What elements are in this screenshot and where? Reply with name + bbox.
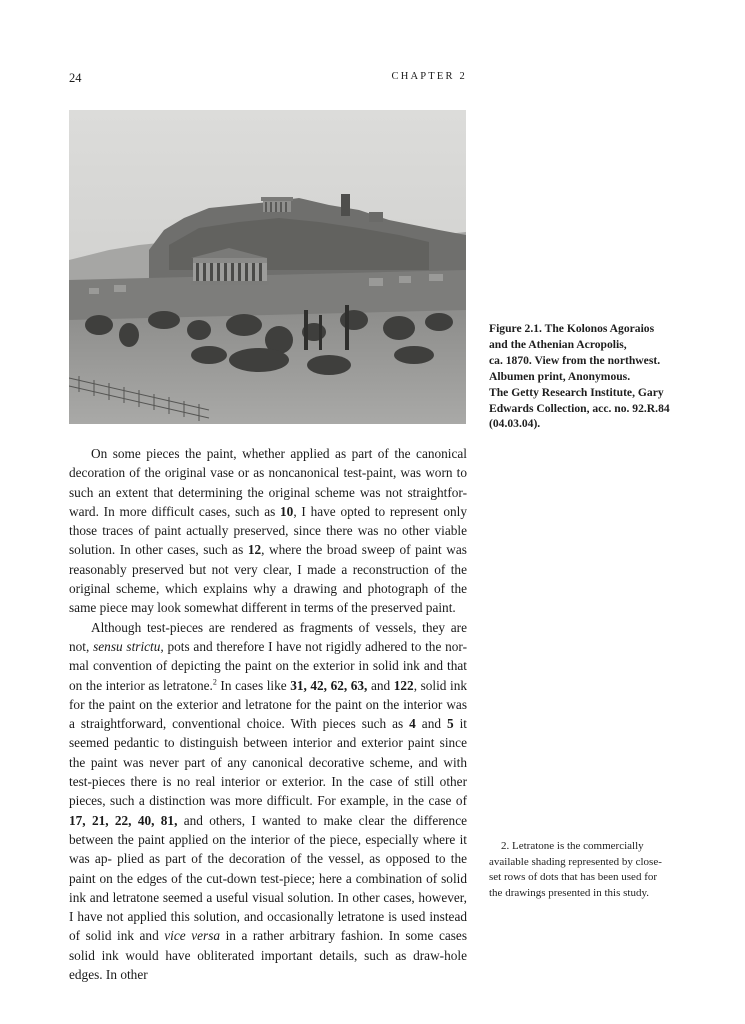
- text-run: in a rather arbitrary fashion. In some cases solid ink would have obliterated important details, such as draw-hole edges. In other: [69, 928, 468, 983]
- page-number: 24: [69, 71, 82, 85]
- piece-number: 31, 42, 62, 63,: [290, 677, 368, 693]
- footnote: [489, 839, 679, 901]
- text-run: On some pieces the paint, whether applied as part of the canonical decoration of the original vase or as noncanonical test-paint, was worn to such an extent that determining the original scheme was not straightfor- ward. In more difficult cases, such as: [69, 446, 467, 519]
- figure-caption: [489, 321, 684, 432]
- footnote-marker: 2: [212, 677, 217, 687]
- piece-number: 122: [393, 677, 414, 693]
- paragraph: [69, 444, 467, 618]
- piece-number: 10: [280, 503, 294, 519]
- body-text: [69, 444, 467, 984]
- piece-number: 17, 21, 22, 40, 81,: [69, 812, 178, 828]
- footnote-line: the drawings presented in this study.: [489, 886, 649, 899]
- text-run: Although test-pieces are rendered as fragments of vessels, they are not,: [69, 619, 467, 654]
- italic-term: sensu strictu,: [93, 638, 164, 654]
- footnote-line: available shading represented by close-: [489, 855, 662, 868]
- text-run: and: [415, 716, 447, 732]
- text-run: it seemed pedantic to distinguish between interior and exterior paint since the paint was never part of any canonical decorative scheme, and with test-pieces there is no real interior or exterior. In the case of still other pieces, such a distinction was more difficult. For example, in the case of: [69, 716, 468, 809]
- text-run: and others, I wanted to make clear the difference between the paint applied on the interior of the piece, especially where it was ap- plied as part of the decoration of the vessel, as opposed to the paint on the edges of the cut-down test-piece; here a combination of solid ink and letratone seemed a useful visual solution. In other cases, however, I have not applied this solution, and occasionally letratone is used instead of solid ink and: [69, 812, 467, 944]
- piece-number: 12: [247, 542, 262, 558]
- caption-line: ca. 1870. View from the northwest.: [489, 353, 661, 367]
- caption-line: (04.03.04).: [489, 417, 541, 431]
- caption-line: The Getty Research Institute, Gary: [489, 385, 664, 399]
- chapter-label: CHAPTER 2: [391, 71, 467, 82]
- italic-term: vice versa: [164, 928, 221, 944]
- footnote-line: 2. Letratone is the commercially: [501, 840, 644, 852]
- caption-line: and the Athenian Acropolis,: [489, 337, 627, 351]
- paragraph: [69, 618, 467, 985]
- piece-number: 5: [446, 716, 454, 732]
- text-run: , solid ink for the paint on the exterior and letratone for the paint on the interior was a straightforward, conventional choice. With pieces such as: [69, 677, 467, 732]
- running-head: [69, 71, 467, 87]
- text-run: , where the broad sweep of paint was reasonably preserved but not very clear, I made a reconstruction of the original scheme, which explains why a drawing and photograph of the same piece may look somewhat different in terms of the preserved paint.: [69, 542, 467, 616]
- figure-photograph: [69, 110, 466, 424]
- caption-line: Albumen print, Anonymous.: [489, 369, 631, 383]
- text-run: , I have opted to represent only those traces of paint actually preserved, since there was no other viable solution. In other cases, such as: [69, 503, 467, 558]
- caption-line: Edwards Collection, acc. no. 92.R.84: [489, 401, 670, 415]
- photograph-illustration: [69, 110, 466, 424]
- text-run: and: [367, 677, 394, 693]
- piece-number: 4: [409, 716, 416, 732]
- footnote-line: set rows of dots that has been used for: [489, 871, 658, 884]
- text-run: pots and therefore I have not rigidly adhered to the nor- mal convention of depicting the paint on the exterior in solid ink and that on the interior as letratone.: [69, 638, 467, 693]
- caption-line: Figure 2.1. The Kolonos Agoraios: [489, 322, 655, 335]
- text-run: In cases like: [216, 677, 291, 693]
